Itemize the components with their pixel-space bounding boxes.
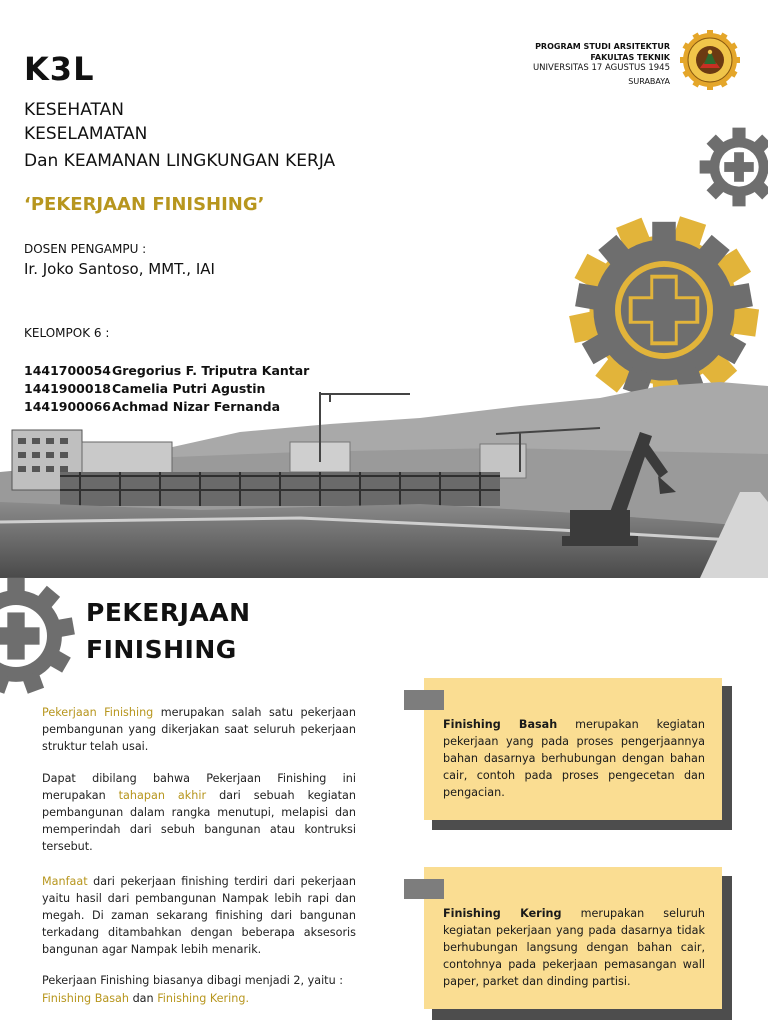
dosen-name: Ir. Joko Santoso, MMT., IAI [24,260,215,278]
subtitle-line-3: Dan KEAMANAN LINGKUNGAN KERJA [24,151,336,171]
card-tab [404,879,444,899]
section-title-line-2: FINISHING [86,635,237,664]
card-description: merupakan kegiatan pekerjaan yang pada proses pengerjaannya bahan dasarnya berhubungan dengan bahan cair, contoh pada proses pengecetan dan pengacian. [443,718,705,799]
card-tab [404,690,444,710]
section-title [86,594,251,668]
paragraph-text: Pekerjaan Finishing biasanya dibagi menjadi 2, yaitu : [42,974,343,987]
dosen-label: DOSEN PENGAMPU : [24,242,147,256]
faculty-label: FAKULTAS TEKNIK [590,53,670,62]
university-info [533,40,670,88]
paragraph-text: merupakan salah satu pekerjaan pembangunan yang dikerjakan saat seluruh pekerjaan struktur telah usai. [42,706,356,753]
paragraph-text: Dapat dibilang bahwa Pekerjaan Finishing ini merupakan [42,772,356,802]
card-text [443,716,705,801]
highlight-text: Finishing Basah [42,992,130,1005]
member-nim: 1441700054 [24,363,111,378]
subtitle-line-2: KESELAMATAN [24,124,148,144]
section-title-line-1: PEKERJAAN [86,598,251,627]
paragraph-text: dari pekerjaan finishing terdiri dari pekerjaan yaitu hasil dari pembangunan Nampak lebih rapi dan megah. Di zaman sekarang finishing dari bangunan terkadang ditambahkan dengan beberapa aksesoris bangunan agar Nampak lebih menarik. [42,875,356,956]
highlight-text: Manfaat [42,875,88,888]
construction-site-photo [0,372,768,578]
subtitle-line-1: KESEHATAN [24,100,124,120]
paragraph-types-list [42,990,356,1007]
card-text [443,905,705,990]
member-nim: 1441900018 [24,381,111,396]
highlight-text: tahapan akhir [118,789,207,802]
program-label: PROGRAM STUDI ARSITEKTUR [535,42,670,51]
paragraph-benefit [42,873,356,958]
card-term: Finishing Kering [443,907,562,920]
paragraph-definition [42,704,356,755]
highlight-text: Finishing Kering. [157,992,250,1005]
gear-cross-partial-icon [0,574,78,698]
topic-title: ‘PEKERJAAN FINISHING’ [24,194,265,215]
highlight-text: Pekerjaan Finishing [42,706,154,719]
paragraph-text: dari sebuah kegiatan pembangunan dalam rangka menutupi, melapisi dan memperindah dari sebuh bangunan atau kontruksi tersebut. [42,789,356,853]
gear-cross-icon [698,126,768,208]
member-name: Achmad Nizar Fernanda [112,399,281,414]
paragraph-text: dan [129,992,158,1005]
university-name: UNIVERSITAS 17 AGUSTUS 1945 [532,63,670,73]
university-logo-icon [680,30,740,90]
city-label: SURABAYA [628,77,670,86]
member-name: Camelia Putri Agustin [112,381,266,396]
member-nim: 1441900066 [24,399,111,414]
card-description: merupakan seluruh kegiatan pekerjaan yang pada dasarnya tidak berhubungan langsung dengan bahan cair, contohnya pada pekerjaan pemasangan wall paper, parket dan dinding partisi. [443,907,705,988]
kelompok-label: KELOMPOK 6 : [24,326,110,340]
page-title: K3L [24,50,95,88]
paragraph-stage [42,770,356,855]
member-name: Gregorius F. Triputra Kantar [112,363,310,378]
card-term: Finishing Basah [443,718,558,731]
paragraph-types [42,972,356,989]
